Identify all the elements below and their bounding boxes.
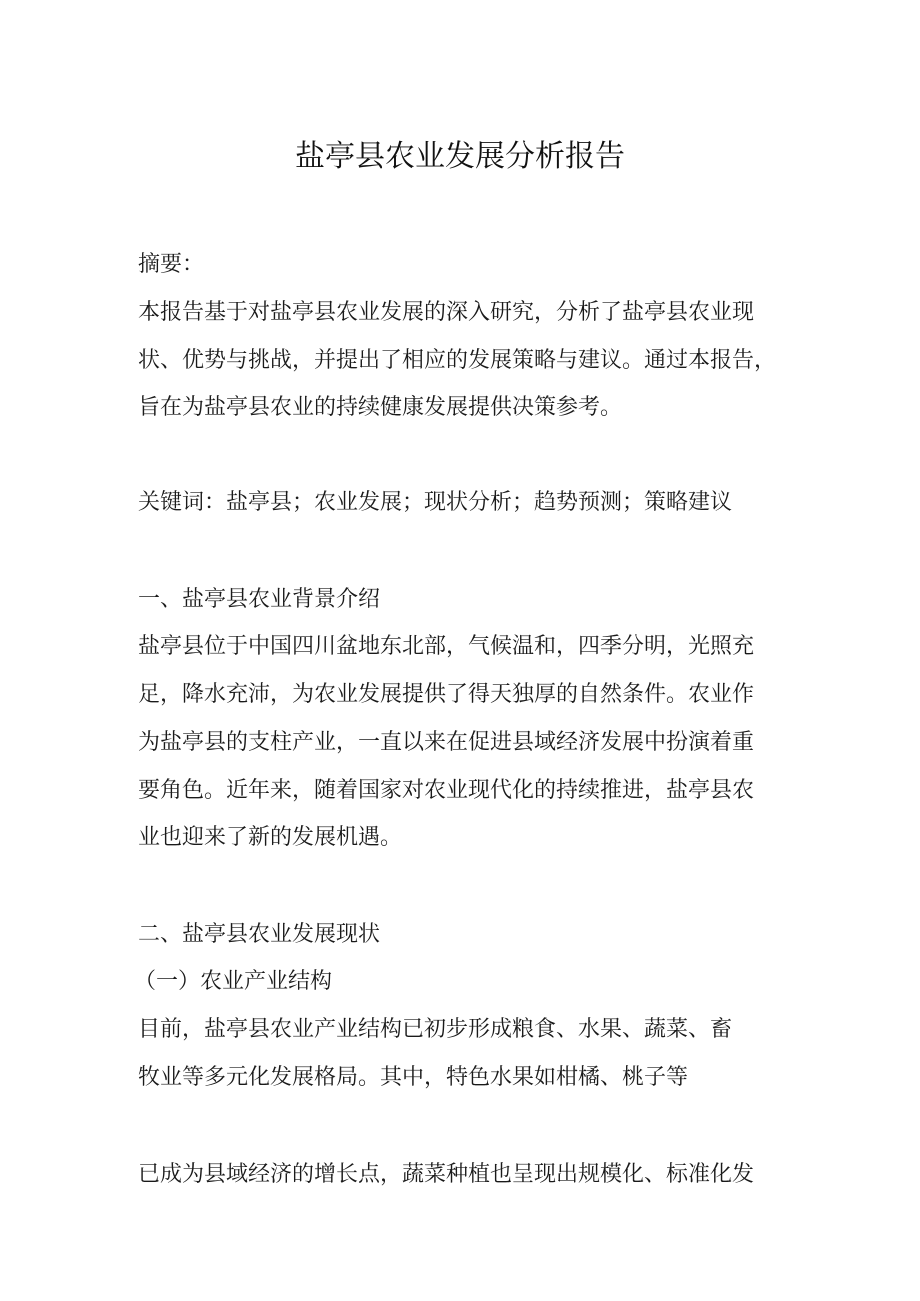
section-1-line-2: 足，降水充沛，为农业发展提供了得天独厚的自然条件。农业作 bbox=[138, 682, 755, 707]
keywords-line: 关键词：盐亭县；农业发展；现状分析；趋势预测；策略建议 bbox=[138, 490, 733, 515]
abstract-line-3: 旨在为盐亭县农业的持续健康发展提供决策参考。 bbox=[138, 395, 623, 420]
subsection-1-heading: （一）农业产业结构 bbox=[134, 969, 333, 994]
section-1-line-4: 要角色。近年来，随着国家对农业现代化的持续推进，盐亭县农 bbox=[138, 778, 755, 803]
section-1-heading: 一、盐亭县农业背景介绍 bbox=[138, 587, 381, 612]
abstract-heading: 摘要： bbox=[138, 252, 205, 277]
document-title: 盐亭县农业发展分析报告 bbox=[295, 139, 625, 174]
section-2-line-1: 目前，盐亭县农业产业结构已初步形成粮食、水果、蔬菜、畜 bbox=[138, 1017, 733, 1042]
section-2-line-2: 牧业等多元化发展格局。其中，特色水果如柑橘、桃子等 bbox=[138, 1065, 689, 1090]
section-2-line-3: 已成为县域经济的增长点，蔬菜种植也呈现出规模化、标准化发 bbox=[138, 1162, 755, 1187]
abstract-line-2: 状、优势与挑战，并提出了相应的发展策略与建议。通过本报告， bbox=[138, 348, 777, 373]
section-1-line-3: 为盐亭县的支柱产业，一直以来在促进县域经济发展中扮演着重 bbox=[138, 730, 755, 755]
section-1-line-1: 盐亭县位于中国四川盆地东北部，气候温和，四季分明，光照充 bbox=[138, 634, 755, 659]
section-1-line-5: 业也迎来了新的发展机遇。 bbox=[138, 825, 403, 850]
section-2-heading: 二、盐亭县农业发展现状 bbox=[138, 922, 381, 947]
abstract-line-1: 本报告基于对盐亭县农业发展的深入研究，分析了盐亭县农业现 bbox=[138, 300, 755, 325]
